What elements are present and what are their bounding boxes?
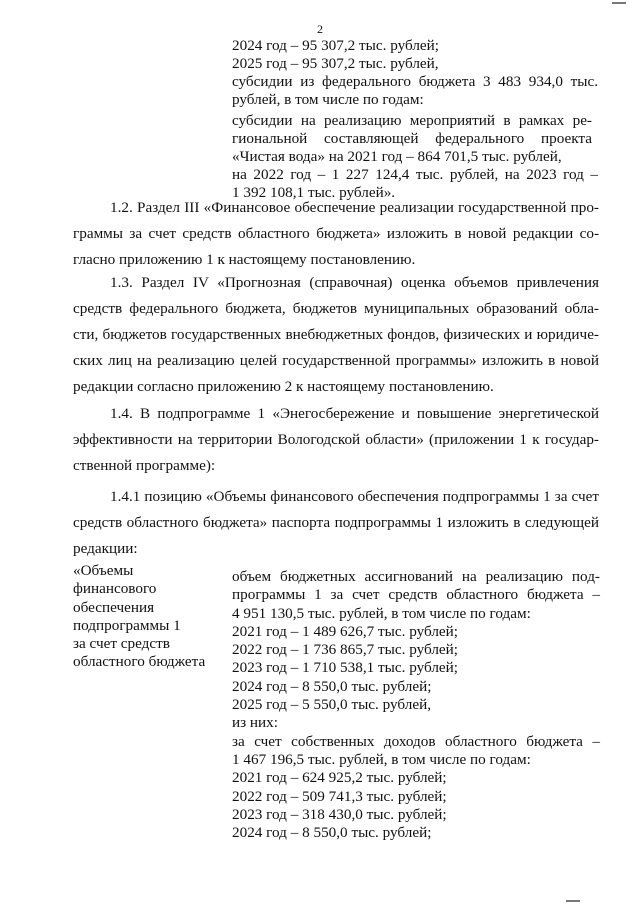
passport-value-line: 2022 год – 1 736 865,7 тыс. рублей; [232,641,459,659]
scan-mark-top [612,2,626,4]
paragraph-1-3 [73,270,599,400]
passport-value-line: за счет собственных доходов областного бюджета – [232,732,600,750]
paragraph-1-4-1 [73,484,599,562]
paragraph-line: редакции согласно приложению 2 к настоящему постановлению. [73,378,494,395]
paragraph-line: 1.4.1 позицию «Объемы финансового обеспечения подпрограммы 1 за счет [110,488,599,505]
passport-label-line: финансового [73,580,157,598]
paragraph-line: 1.4. В подпрограмме 1 «Энегосбережение и повышение энергетической [110,405,599,422]
funding-line: рублей, в том числе по годам: [232,91,424,108]
funding-line: «Чистая вода» на 2021 год – 864 701,5 тыс. рублей, [232,148,562,165]
passport-label-line: «Объемы [73,562,134,579]
funding-line: 2025 год – 95 307,2 тыс. рублей, [232,55,439,72]
passport-label-line: подпрограммы 1 [73,616,181,634]
passport-value-line: 2023 год – 1 710 538,1 тыс. рублей; [232,659,459,677]
funding-line: на 2022 год – 1 227 124,4 тыс. рублей, на 2023 год – [232,166,598,183]
paragraph-line: гласно приложению 1 к настоящему постановлению. [73,251,416,268]
funding-line: субсидии из федерального бюджета 3 483 934,0 тыс. [232,73,598,90]
passport-label-line: областного бюджета [73,653,206,671]
paragraph-line: граммы за счет средств областного бюджета» изложить в новой редакции со- [73,225,599,242]
passport-value-line: объем бюджетных ассигнований на реализацию под- [232,568,600,585]
funding-line: субсидии на реализацию мероприятий в рамках ре- [232,112,592,129]
passport-value-line: 2021 год – 624 925,2 тыс. рублей; [232,769,447,787]
paragraph-line: эффективности на территории Вологодской области» (приложении 1 к государ- [73,431,599,448]
passport-value-line: 2024 год – 8 550,0 тыс. рублей; [232,824,432,842]
passport-value-line: 1 467 196,5 тыс. рублей, в том числе по годам: [232,750,531,768]
scan-mark-bottom [566,900,580,902]
funding-line: гиональной составляющей федерального проекта [232,130,592,147]
passport-value-cell [232,568,600,842]
passport-label-line: обеспечения [73,598,155,616]
paragraph-line: редакции: [73,540,138,557]
funding-line: 1 392 108,1 тыс. рублей». [232,184,396,201]
paragraph-1-2 [73,195,599,273]
paragraph-line: 1.3. Раздел IV «Прогнозная (справочная) оценка объемов привлечения [110,274,599,291]
passport-value-line: 4 951 130,5 тыс. рублей, в том числе по годам: [232,604,531,622]
passport-value-line: из них: [232,714,278,732]
paragraph-line: ских лиц на реализацию целей государственной программы» изложить в новой [73,352,599,369]
passport-value-line: 2024 год – 8 550,0 тыс. рублей; [232,677,432,695]
passport-value-line: программы 1 за счет средств областного бюджета – [232,586,600,604]
passport-label-cell [73,562,223,672]
passport-value-line: 2021 год – 1 489 626,7 тыс. рублей; [232,622,459,640]
passport-value-line: 2023 год – 318 430,0 тыс. рублей; [232,805,447,823]
page-number: 2 [317,22,323,36]
passport-label-line: за счет средств [73,635,170,653]
funding-line: 2024 год – 95 307,2 тыс. рублей; [232,37,440,54]
passport-value-line: 2022 год – 509 741,3 тыс. рублей; [232,787,447,805]
paragraph-line: средств областного бюджета» паспорта подпрограммы 1 изложить в следующей [73,514,599,531]
paragraph-line: средств федерального бюджета, бюджетов муниципальных образований обла- [73,300,599,317]
paragraph-line: 1.2. Раздел III «Финансовое обеспечение реализации государственной про- [110,199,599,216]
paragraph-1-4 [73,401,599,479]
paragraph-line: ственной программе): [73,457,216,474]
passport-value-line: 2025 год – 5 550,0 тыс. рублей, [232,696,432,714]
paragraph-line: сти, бюджетов государственных внебюджетных фондов, физических и юридиче- [73,326,599,343]
